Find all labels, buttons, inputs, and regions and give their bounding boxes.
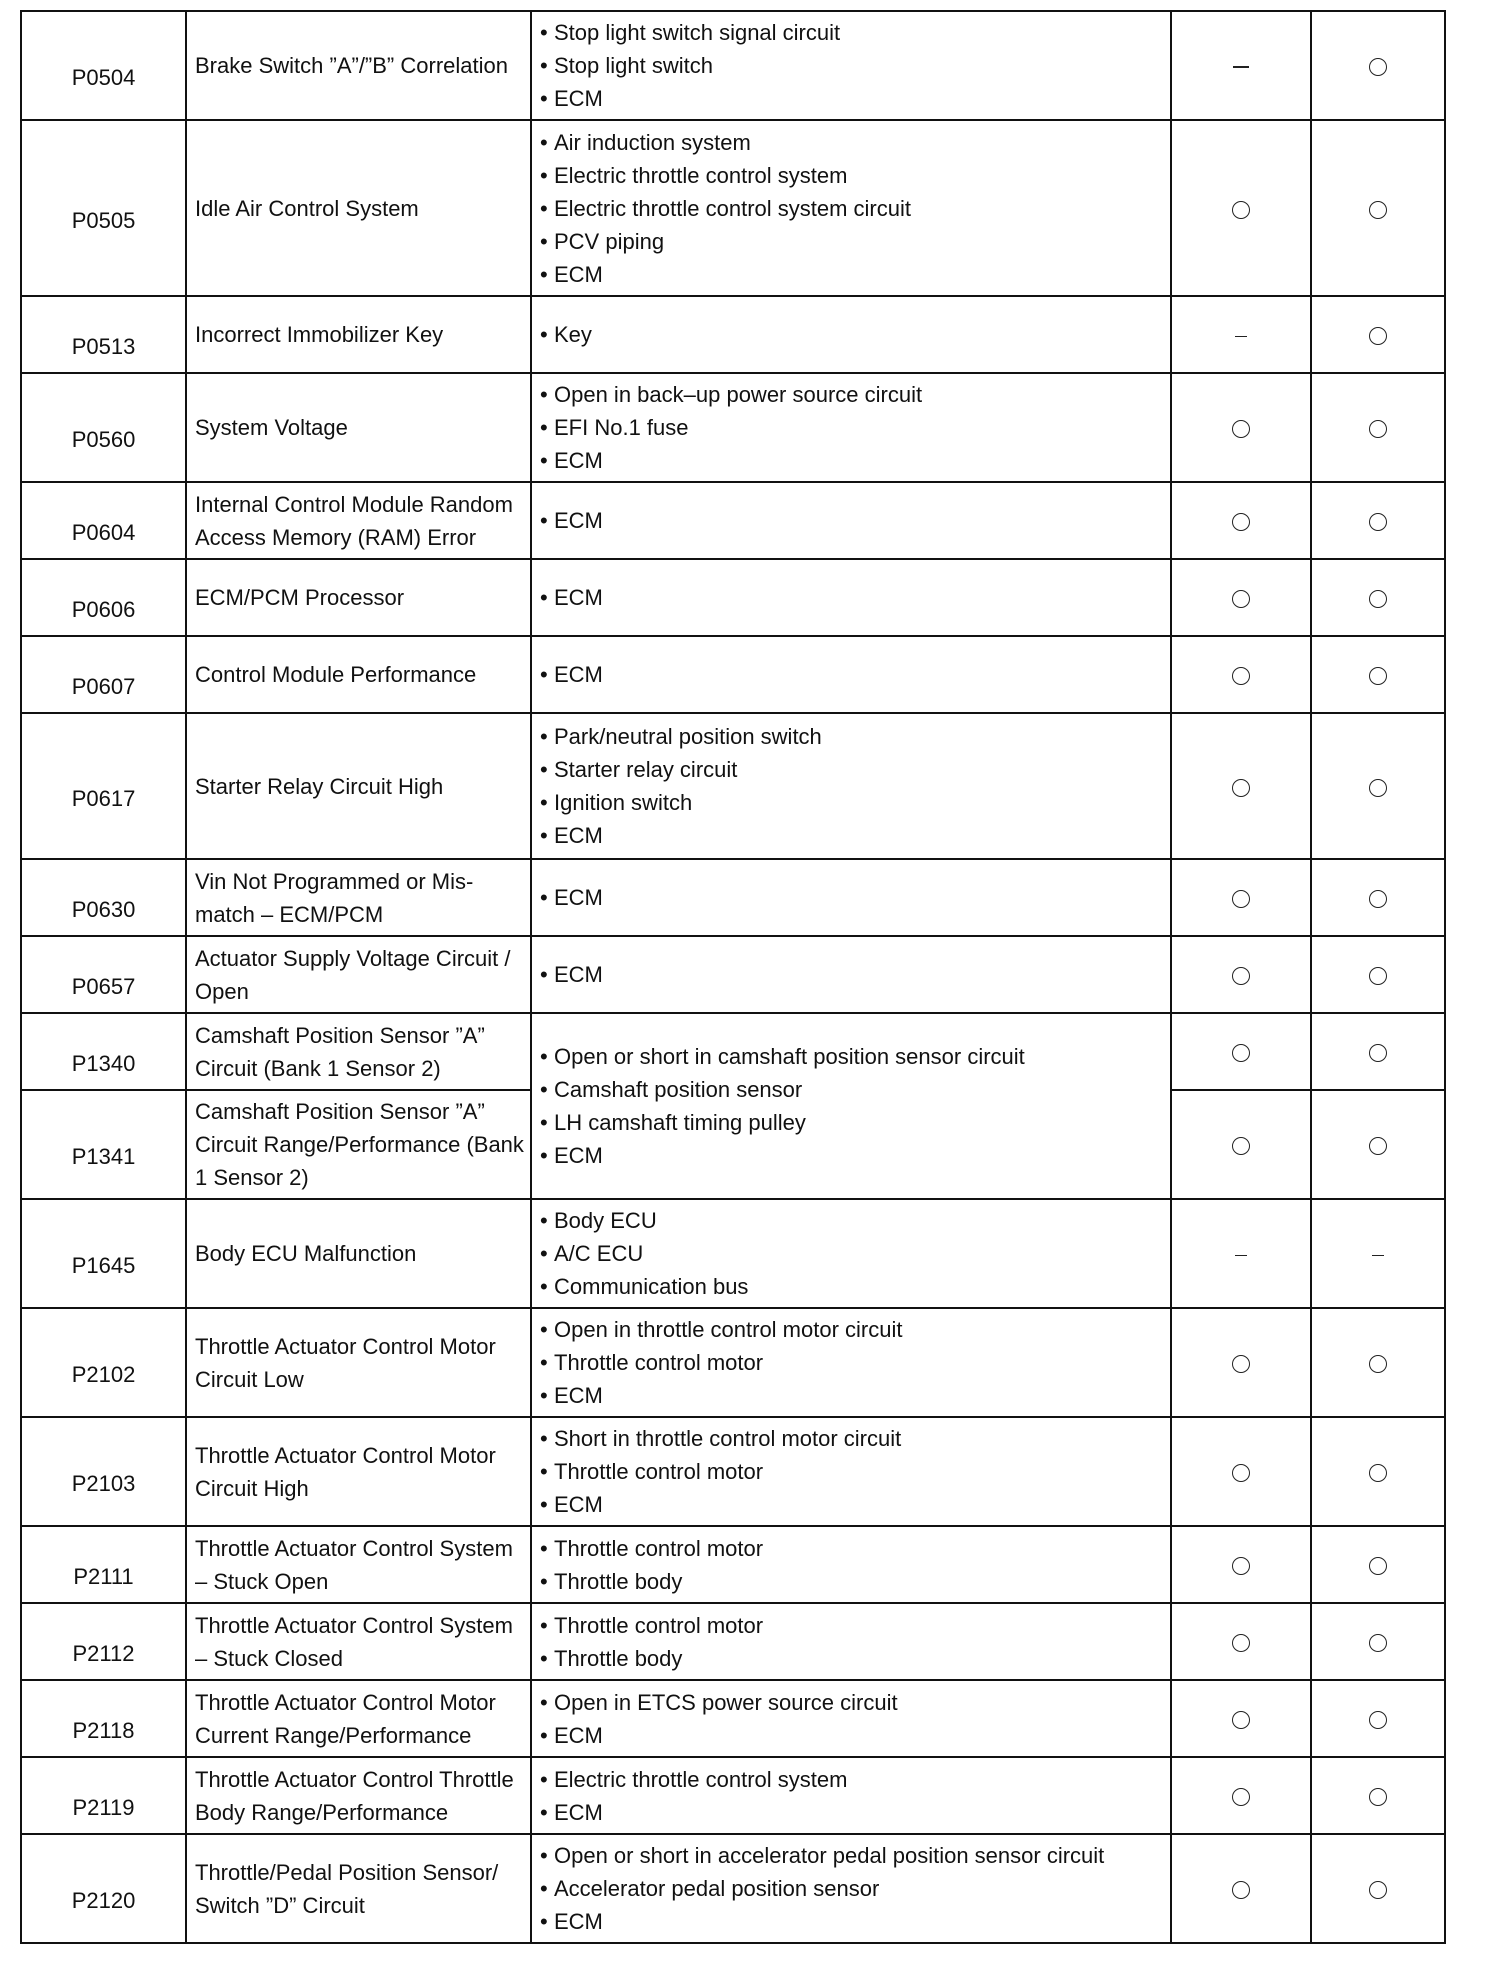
- trouble-area-cell: [531, 296, 1171, 373]
- trouble-area-cell: [531, 713, 1171, 859]
- dtc-code-cell: [21, 1417, 186, 1526]
- memory-cell: [1311, 296, 1445, 373]
- memory-cell: [1311, 1526, 1445, 1603]
- detection-item: ECM/PCM Processor: [186, 559, 531, 636]
- memory-circle-mark: [1369, 513, 1387, 531]
- trouble-area-item: • Throttle control motor: [540, 1532, 1170, 1565]
- trouble-area-item: • ECM: [540, 881, 1170, 914]
- memory-cell: [1311, 636, 1445, 713]
- memory-circle-mark: [1369, 327, 1387, 345]
- detection-item: Camshaft Position Sensor ”A” Circuit Range/Performance (Bank 1 Sensor 2): [186, 1090, 531, 1199]
- memory-cell: [1311, 1834, 1445, 1943]
- table-row: [21, 859, 1445, 936]
- trouble-area-cell: [531, 373, 1171, 482]
- detection-item: Idle Air Control System: [186, 120, 531, 296]
- memory-cell: [1311, 482, 1445, 559]
- table-row: [21, 636, 1445, 713]
- memory-cell: [1311, 1013, 1445, 1090]
- detection-item: Throttle Actuator Control System – Stuck Closed: [186, 1603, 531, 1680]
- trouble-area-item: • ECM: [540, 958, 1170, 991]
- trouble-area-cell: [531, 1757, 1171, 1834]
- table-row: [21, 559, 1445, 636]
- mil-circle-mark: [1232, 1044, 1250, 1062]
- memory-circle-mark: [1369, 1464, 1387, 1482]
- detection-item: Internal Control Module Random Access Memory (RAM) Error: [186, 482, 531, 559]
- memory-cell: [1311, 713, 1445, 859]
- table-row: [21, 296, 1445, 373]
- trouble-area-cell: [531, 1308, 1171, 1417]
- dtc-code: P0607: [71, 674, 136, 699]
- memory-cell: [1311, 1603, 1445, 1680]
- dtc-code-cell: [21, 120, 186, 296]
- table-row: [21, 1199, 1445, 1308]
- dtc-code: P1341: [71, 1144, 136, 1169]
- dtc-code-cell: [21, 1603, 186, 1680]
- mil-circle-mark: [1232, 967, 1250, 985]
- detection-item: Control Module Performance: [186, 636, 531, 713]
- dtc-code: P2119: [72, 1795, 135, 1820]
- dtc-code-cell: [21, 936, 186, 1013]
- memory-cell: [1311, 373, 1445, 482]
- trouble-area-list: [540, 1532, 1170, 1598]
- detection-item: Incorrect Immobilizer Key: [186, 296, 531, 373]
- mil-circle-mark: [1232, 1355, 1250, 1373]
- trouble-area-item: • Key: [540, 318, 1170, 351]
- trouble-area-item: • PCV piping: [540, 225, 1170, 258]
- trouble-area-item: • ECM: [540, 1796, 1170, 1829]
- trouble-area-item: • ECM: [540, 504, 1170, 537]
- table-row: [21, 482, 1445, 559]
- memory-circle-mark: [1369, 201, 1387, 219]
- trouble-area-item: • Electric throttle control system circuit: [540, 192, 1170, 225]
- memory-cell: [1311, 1090, 1445, 1199]
- dtc-code: P0630: [71, 897, 136, 922]
- table-row: [21, 936, 1445, 1013]
- memory-cell: [1311, 1757, 1445, 1834]
- dtc-code: P0606: [71, 597, 136, 622]
- memory-circle-mark: [1369, 667, 1387, 685]
- mil-cell: [1171, 482, 1311, 559]
- mil-circle-mark: [1232, 1881, 1250, 1899]
- mil-circle-mark: [1232, 779, 1250, 797]
- mil-circle-mark: [1232, 513, 1250, 531]
- dtc-code-cell: [21, 1199, 186, 1308]
- dtc-code-cell: [21, 11, 186, 120]
- trouble-area-item: • Electric throttle control system: [540, 1763, 1170, 1796]
- trouble-area-list: [540, 1422, 1170, 1521]
- mil-circle-mark: [1232, 201, 1250, 219]
- memory-circle-mark: [1369, 1711, 1387, 1729]
- trouble-area-list: [540, 318, 1170, 351]
- dtc-code-cell: [21, 373, 186, 482]
- dtc-code: P2120: [71, 1888, 136, 1913]
- memory-cell: [1311, 859, 1445, 936]
- trouble-area-list: [540, 1204, 1170, 1303]
- mil-cell: [1171, 1308, 1311, 1417]
- dtc-table: [20, 10, 1446, 1944]
- mil-dash-mark: [1235, 336, 1247, 337]
- mil-cell: [1171, 1603, 1311, 1680]
- trouble-area-item: • Electric throttle control system: [540, 159, 1170, 192]
- trouble-area-list: [540, 1686, 1170, 1752]
- mil-dash-mark: [1233, 66, 1249, 68]
- trouble-area-item: • Throttle control motor: [540, 1609, 1170, 1642]
- memory-cell: [1311, 936, 1445, 1013]
- trouble-area-item: • ECM: [540, 1139, 1170, 1172]
- trouble-area-cell: [531, 636, 1171, 713]
- memory-cell: [1311, 1308, 1445, 1417]
- table-row: [21, 1680, 1445, 1757]
- trouble-area-cell: [531, 1526, 1171, 1603]
- mil-cell: [1171, 1199, 1311, 1308]
- trouble-area-item: • Open in back–up power source circuit: [540, 378, 1170, 411]
- dtc-code: P0504: [71, 65, 136, 90]
- trouble-area-list: [540, 1040, 1170, 1172]
- trouble-area-item: • Open in throttle control motor circuit: [540, 1313, 1170, 1346]
- trouble-area-item: • Open or short in accelerator pedal position sensor circuit: [540, 1839, 1170, 1872]
- trouble-area-item: • Park/neutral position switch: [540, 720, 1170, 753]
- table-row: [21, 1013, 1445, 1090]
- mil-cell: [1171, 1417, 1311, 1526]
- trouble-area-list: [540, 1313, 1170, 1412]
- dtc-code-cell: [21, 1090, 186, 1199]
- trouble-area-item: • Ignition switch: [540, 786, 1170, 819]
- table-row: [21, 1757, 1445, 1834]
- table-row: [21, 120, 1445, 296]
- dtc-code-cell: [21, 296, 186, 373]
- mil-cell: [1171, 296, 1311, 373]
- trouble-area-list: [540, 1609, 1170, 1675]
- trouble-area-item: • Open in ETCS power source circuit: [540, 1686, 1170, 1719]
- dtc-code: P0617: [71, 785, 136, 811]
- trouble-area-item: • EFI No.1 fuse: [540, 411, 1170, 444]
- dtc-code: P2102: [71, 1362, 136, 1387]
- trouble-area-item: • LH camshaft timing pulley: [540, 1106, 1170, 1139]
- dtc-code: P2111: [73, 1564, 134, 1589]
- detection-item: Throttle Actuator Control System – Stuck Open: [186, 1526, 531, 1603]
- trouble-area-item: • Throttle control motor: [540, 1455, 1170, 1488]
- mil-circle-mark: [1232, 667, 1250, 685]
- trouble-area-item: • ECM: [540, 82, 1170, 115]
- memory-circle-mark: [1369, 1881, 1387, 1899]
- memory-circle-mark: [1369, 58, 1387, 76]
- mil-cell: [1171, 1834, 1311, 1943]
- trouble-area-item: • Throttle body: [540, 1565, 1170, 1598]
- mil-dash-mark: [1235, 1255, 1247, 1256]
- dtc-code-cell: [21, 1308, 186, 1417]
- dtc-code: P0560: [71, 427, 136, 452]
- dtc-code-cell: [21, 1757, 186, 1834]
- dtc-code-cell: [21, 482, 186, 559]
- trouble-area-cell: [531, 1834, 1171, 1943]
- mil-circle-mark: [1232, 1634, 1250, 1652]
- trouble-area-item: • Stop light switch signal circuit: [540, 16, 1170, 49]
- memory-circle-mark: [1369, 890, 1387, 908]
- dtc-code: P0505: [71, 207, 136, 233]
- detection-item: Brake Switch ”A”/”B” Correlation: [186, 11, 531, 120]
- trouble-area-list: [540, 581, 1170, 614]
- trouble-area-item: • Starter relay circuit: [540, 753, 1170, 786]
- memory-cell: [1311, 1199, 1445, 1308]
- table-row: [21, 1526, 1445, 1603]
- trouble-area-list: [540, 881, 1170, 914]
- dtc-table-body: [21, 11, 1445, 1943]
- trouble-area-list: [540, 504, 1170, 537]
- trouble-area-list: [540, 1839, 1170, 1938]
- memory-circle-mark: [1369, 1634, 1387, 1652]
- trouble-area-cell: [531, 1680, 1171, 1757]
- detection-item: Throttle Actuator Control Motor Circuit Low: [186, 1308, 531, 1417]
- memory-dash-mark: [1372, 1255, 1384, 1256]
- table-row: [21, 1308, 1445, 1417]
- dtc-code-cell: [21, 1834, 186, 1943]
- dtc-code: P2118: [72, 1718, 135, 1743]
- trouble-area-list: [540, 658, 1170, 691]
- memory-circle-mark: [1369, 420, 1387, 438]
- trouble-area-item: • A/C ECU: [540, 1237, 1170, 1270]
- trouble-area-item: • ECM: [540, 1905, 1170, 1938]
- dtc-code: P0657: [71, 974, 136, 999]
- table-row: [21, 1834, 1445, 1943]
- detection-item: System Voltage: [186, 373, 531, 482]
- mil-circle-mark: [1232, 1557, 1250, 1575]
- memory-cell: [1311, 120, 1445, 296]
- trouble-area-item: • ECM: [540, 581, 1170, 614]
- trouble-area-cell: [531, 482, 1171, 559]
- detection-item: Body ECU Malfunction: [186, 1199, 531, 1308]
- mil-circle-mark: [1232, 590, 1250, 608]
- detection-item: Vin Not Programmed or Mis- match – ECM/PCM: [186, 859, 531, 936]
- trouble-area-cell: [531, 559, 1171, 636]
- mil-circle-mark: [1232, 1137, 1250, 1155]
- mil-cell: [1171, 11, 1311, 120]
- detection-item: Throttle Actuator Control Motor Current Range/Performance: [186, 1680, 531, 1757]
- trouble-area-item: • ECM: [540, 1488, 1170, 1521]
- trouble-area-item: • Open or short in camshaft position sensor circuit: [540, 1040, 1170, 1073]
- dtc-code-cell: [21, 1013, 186, 1090]
- memory-circle-mark: [1369, 967, 1387, 985]
- dtc-code: P2112: [72, 1641, 135, 1666]
- mil-cell: [1171, 713, 1311, 859]
- trouble-area-cell: [531, 1013, 1171, 1199]
- memory-circle-mark: [1369, 1137, 1387, 1155]
- detection-item: Camshaft Position Sensor ”A” Circuit (Bank 1 Sensor 2): [186, 1013, 531, 1090]
- table-row: [21, 373, 1445, 482]
- trouble-area-item: • Stop light switch: [540, 49, 1170, 82]
- mil-cell: [1171, 1090, 1311, 1199]
- memory-cell: [1311, 1680, 1445, 1757]
- trouble-area-list: [540, 126, 1170, 291]
- memory-cell: [1311, 559, 1445, 636]
- trouble-area-item: • Body ECU: [540, 1204, 1170, 1237]
- trouble-area-cell: [531, 1417, 1171, 1526]
- trouble-area-item: • ECM: [540, 1379, 1170, 1412]
- trouble-area-cell: [531, 936, 1171, 1013]
- trouble-area-item: • Short in throttle control motor circuit: [540, 1422, 1170, 1455]
- trouble-area-item: • Air induction system: [540, 126, 1170, 159]
- dtc-code: P1645: [71, 1253, 136, 1278]
- mil-cell: [1171, 1526, 1311, 1603]
- memory-circle-mark: [1369, 1557, 1387, 1575]
- trouble-area-list: [540, 1763, 1170, 1829]
- mil-circle-mark: [1232, 1788, 1250, 1806]
- dtc-code-cell: [21, 559, 186, 636]
- trouble-area-cell: [531, 1199, 1171, 1308]
- memory-cell: [1311, 11, 1445, 120]
- dtc-code-cell: [21, 1526, 186, 1603]
- mil-cell: [1171, 636, 1311, 713]
- dtc-code-cell: [21, 1680, 186, 1757]
- mil-cell: [1171, 859, 1311, 936]
- trouble-area-cell: [531, 120, 1171, 296]
- dtc-code-cell: [21, 636, 186, 713]
- table-row: [21, 1603, 1445, 1680]
- mil-cell: [1171, 1680, 1311, 1757]
- mil-cell: [1171, 1013, 1311, 1090]
- dtc-code: P2103: [71, 1471, 136, 1496]
- mil-cell: [1171, 120, 1311, 296]
- memory-circle-mark: [1369, 590, 1387, 608]
- trouble-area-item: • ECM: [540, 658, 1170, 691]
- trouble-area-item: • ECM: [540, 1719, 1170, 1752]
- mil-circle-mark: [1232, 420, 1250, 438]
- memory-circle-mark: [1369, 1355, 1387, 1373]
- trouble-area-item: • ECM: [540, 258, 1170, 291]
- trouble-area-cell: [531, 859, 1171, 936]
- dtc-code: P0513: [71, 334, 136, 359]
- mil-cell: [1171, 559, 1311, 636]
- mil-circle-mark: [1232, 1464, 1250, 1482]
- trouble-area-list: [540, 16, 1170, 115]
- detection-item: Throttle/Pedal Position Sensor/ Switch ”D” Circuit: [186, 1834, 531, 1943]
- detection-item: Actuator Supply Voltage Circuit / Open: [186, 936, 531, 1013]
- trouble-area-list: [540, 958, 1170, 991]
- table-row: [21, 1417, 1445, 1526]
- trouble-area-list: [540, 720, 1170, 852]
- trouble-area-list: [540, 378, 1170, 477]
- trouble-area-item: • Throttle control motor: [540, 1346, 1170, 1379]
- dtc-code-cell: [21, 859, 186, 936]
- dtc-code: P0604: [71, 520, 136, 545]
- memory-circle-mark: [1369, 779, 1387, 797]
- mil-cell: [1171, 373, 1311, 482]
- detection-item: Throttle Actuator Control Motor Circuit High: [186, 1417, 531, 1526]
- table-row: [21, 11, 1445, 120]
- trouble-area-cell: [531, 11, 1171, 120]
- memory-cell: [1311, 1417, 1445, 1526]
- dtc-code: P1340: [71, 1051, 136, 1076]
- trouble-area-item: • Throttle body: [540, 1642, 1170, 1675]
- trouble-area-item: • Communication bus: [540, 1270, 1170, 1303]
- trouble-area-item: • ECM: [540, 444, 1170, 477]
- memory-circle-mark: [1369, 1044, 1387, 1062]
- trouble-area-item: • ECM: [540, 819, 1170, 852]
- mil-circle-mark: [1232, 1711, 1250, 1729]
- trouble-area-item: • Accelerator pedal position sensor: [540, 1872, 1170, 1905]
- detection-item: Starter Relay Circuit High: [186, 713, 531, 859]
- table-row: [21, 713, 1445, 859]
- trouble-area-cell: [531, 1603, 1171, 1680]
- dtc-code-cell: [21, 713, 186, 859]
- mil-cell: [1171, 936, 1311, 1013]
- memory-circle-mark: [1369, 1788, 1387, 1806]
- trouble-area-item: • Camshaft position sensor: [540, 1073, 1170, 1106]
- mil-cell: [1171, 1757, 1311, 1834]
- mil-circle-mark: [1232, 890, 1250, 908]
- detection-item: Throttle Actuator Control Throttle Body Range/Performance: [186, 1757, 531, 1834]
